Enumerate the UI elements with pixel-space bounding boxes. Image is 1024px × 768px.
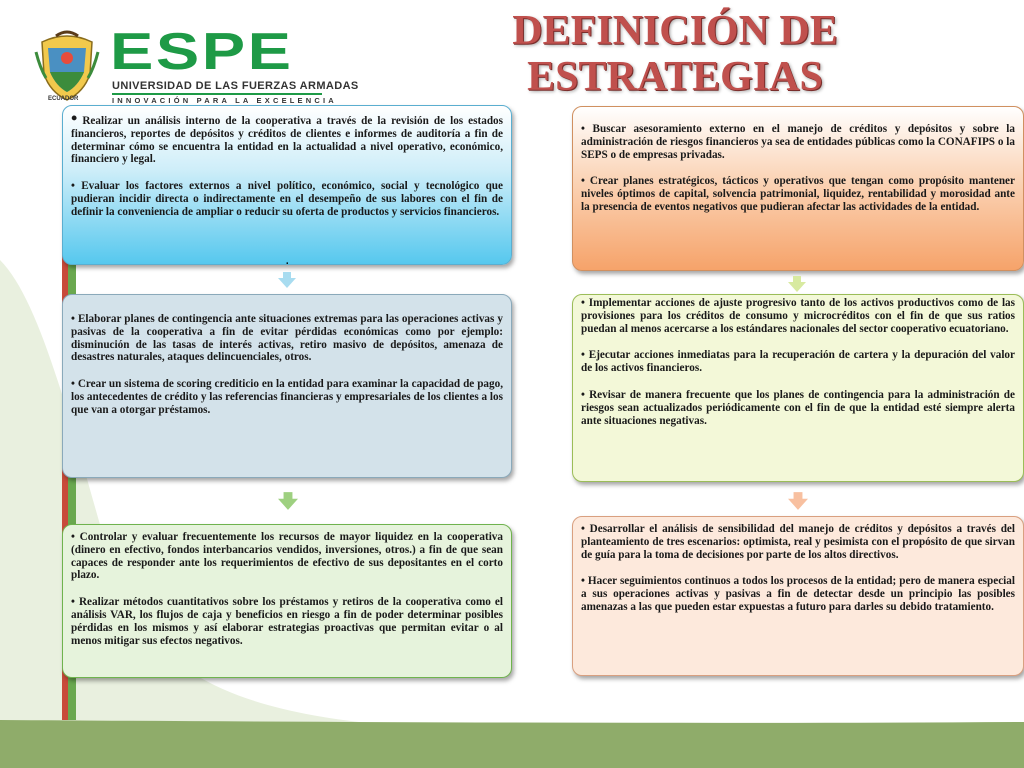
strategy-item: • Desarrollar el análisis de sensibilidad del manejo de créditos y depósitos a través del planteamiento de tres escenarios: optimista, real y pesimista con el propósito de que sirvan de guía para la toma de decisiones por parte de los altos directivos. [581, 523, 1015, 561]
strategy-box-left-3 [62, 524, 512, 678]
strategy-item: • Buscar asesoramiento externo en el manejo de créditos y depósitos y sobre la administración de riesgos financieros ya sea de entidades públicas como la CONAFIPS o la SEPS o de empresas privadas. [581, 123, 1015, 161]
coat-of-arms-icon [34, 28, 100, 106]
strategy-box-right-1 [572, 106, 1024, 271]
strategy-item: • Realizar un análisis interno de la cooperativa a través de la revisión de los estados financieros, reportes de depósitos y créditos de clientes e informes de auditoría a fin de determinar cómo se encuentra la entidad en la actualidad a nivel operativo, económico, financiero y legal. [71, 108, 503, 166]
bullet: • [71, 108, 78, 128]
brand-divider [112, 93, 322, 95]
title-line-2: ESTRATEGIAS [527, 54, 823, 100]
strategy-item: • Ejecutar acciones inmediatas para la recuperación de cartera y la depuración del valor de los activos financieros. [581, 349, 1015, 375]
stray-dot: . [286, 256, 289, 267]
shield-label: ECUADOR [48, 96, 79, 102]
strategy-box-right-3 [572, 516, 1024, 676]
title-line-1: DEFINICIÓN DE [512, 8, 838, 54]
strategy-item: • Crear planes estratégicos, tácticos y operativos que tengan como propósito mantener niveles óptimos de capital, solvencia patrimonial, liquidez, rentabilidad y morosidad ante la presencia de eventos negativos que pudieran afectar las actividades de la entidad. [581, 175, 1015, 213]
strategy-box-right-2 [572, 294, 1024, 482]
strategy-item: • Revisar de manera frecuente que los planes de contingencia para la administración de riesgos sean actualizados periódicamente con el fin de que la entidad esté siempre alerta ante situaciones negativas. [581, 388, 1015, 427]
strategy-box-left-1 [62, 105, 512, 265]
university-name: UNIVERSIDAD DE LAS FUERZAS ARMADAS [112, 80, 359, 92]
down-arrow-icon [788, 276, 806, 292]
strategy-item: • Controlar y evaluar frecuentemente los recursos de mayor liquidez en la cooperativa (dinero en efectivo, fondos interbancarios vendidos, inversiones, otros.) a fin de que sean capaces de responder ante los requerimientos de efectivo de sus depositantes en el corto plazo. [71, 531, 503, 582]
strategy-item: • Hacer seguimientos continuos a todos los procesos de la entidad; pero de manera especial a sus operaciones activas y pasivas a fin de detectar desde un principio las posibles amenazas a las que pueden estar expuestas a futuro para darles su debido tratamiento. [581, 575, 1015, 613]
strategy-item: • Evaluar los factores externos a nivel político, económico, social y tecnológico que pudieran incidir directa o indirectamente en el desempeño de sus labores con el fin de definir la conveniencia de ampliar o reducir su oferta de productos y servicios financieros. [71, 180, 503, 218]
strategy-box-left-2 [62, 294, 512, 478]
page-title [470, 8, 880, 100]
strategy-item: • Realizar métodos cuantitativos sobre los préstamos y retiros de la cooperativa como el análisis VAR, los flujos de caja y beneficios en riesgo a fin de poder determinar posibles pérdidas en los mismos y así elaborar estrategias proactivas que permitan evitar o al menos mitigar sus efectos negativos. [71, 596, 503, 647]
strategy-item: • Crear un sistema de scoring crediticio en la entidad para examinar la capacidad de pago, los antecedentes de crédito y las referencias financieras y empresariales de los clientes a los que van a otorgar préstamos. [71, 378, 503, 416]
strategy-item: • Implementar acciones de ajuste progresivo tanto de los activos productivos como de las provisiones para los créditos de consumo y microcréditos con el fin de que sus ratios puedan al menos acercarse a los estándares nacionales del sector cooperativo ecuatoriano. [581, 297, 1015, 335]
down-arrow-icon [278, 490, 298, 512]
university-motto: INNOVACIÓN PARA LA EXCELENCIA [112, 96, 337, 105]
down-arrow-icon [788, 492, 808, 510]
strategy-item: • Elaborar planes de contingencia ante situaciones extremas para las operaciones activas y pasivas de la cooperativa a fin de evitar pérdidas económicas como por ejemplo: disminución de las tasas de interés activas, retiro masivo de depósitos, amenaza de desastres naturales, ataques delincuenciales, otros. [71, 313, 503, 364]
down-arrow-icon [278, 272, 296, 288]
brand-name: ESPE [110, 23, 294, 81]
espe-logo [30, 22, 359, 108]
